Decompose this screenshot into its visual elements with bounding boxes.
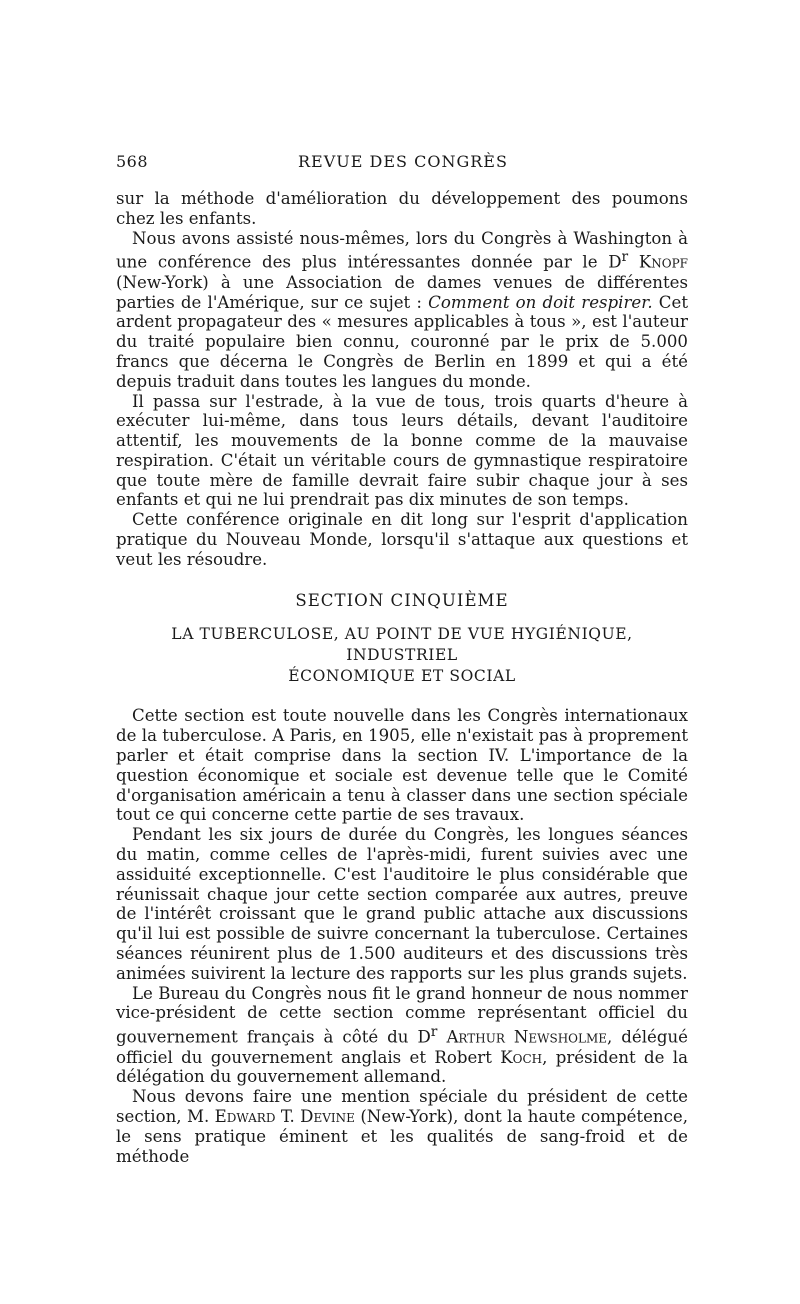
paragraph-2-text-c: Cet ardent propagateur des « mesures applicables à tous », est l'auteur du traité populaire bien connu, couronné par le prix de 5.000 francs que décerna le Congrès de Berlin en 1899 et qui a été depuis traduit dans toutes les langues du monde. (116, 292, 688, 391)
section-subtitle (116, 624, 688, 687)
paragraph-2-sup: r (621, 249, 629, 266)
paragraph-5 (116, 706, 688, 825)
paragraph-2-text-b: (New-York) à une Association de dames venues de différentes parties de l'Amérique, sur ce sujet : (116, 272, 688, 312)
paragraph-4 (116, 510, 688, 569)
paragraph-8-text-a: Nous devons faire une mention spéciale du président de cette section, M. (116, 1087, 688, 1126)
paragraph-2-text-a: Nous avons assisté nous-mêmes, lors du Congrès à Washington à une conférence des plus intéressantes donnée par le D (116, 228, 688, 272)
person-name-devine: Edward T. Devine (214, 1106, 355, 1126)
paragraph-7-text-a: Le Bureau du Congrès nous fit le grand honneur de nous nommer vice-président de cette section comme représentant officiel du gouvernement français à côté du D (116, 983, 688, 1047)
page-number: 568 (116, 152, 149, 171)
section-title: SECTION CINQUIÈME (295, 590, 509, 610)
paragraph-7-text-c: , président de la délégation du gouvernement allemand. (116, 1047, 688, 1087)
paragraph-8 (116, 1087, 688, 1166)
paragraph-7-text-b: , délégué officiel du gouvernement anglais et Robert (116, 1027, 689, 1067)
paragraph-6-text: Pendant les six jours de durée du Congrès, les longues séances du matin, comme celles de l'après-midi, furent suivies avec une assiduité exceptionnelle. C'est l'auditoire le plus considérable que réunissait chaque jour cette section comparée aux autres, preuve de l'intérêt croissant que le grand public attache aux discussions qu'il lui est possible de suivre concernant la tuberculose. Certaines séances réunirent plus de 1.500 auditeurs et des discussions très animées suivirent la lecture des rapports sur les plus grands sujets. (116, 825, 688, 983)
person-name-newsholme: Arthur Newsholme (446, 1027, 608, 1047)
section-subtitle-line-1: LA TUBERCULOSE, AU POINT DE VUE HYGIÉNIQUE, INDUSTRIEL (171, 625, 633, 665)
paragraph-1 (116, 189, 688, 229)
paragraph-5-text: Cette section est toute nouvelle dans les Congrès internationaux de la tuberculose. A Paris, en 1905, elle n'existait pas à proprement parler et était comprise dans la section IV. L'importance de la question économique et sociale est devenue telle que le Comité d'organisation américain a tenu à classer dans une section spéciale tout ce qui concerne cette partie de ses travaux. (116, 706, 688, 825)
paragraph-1-text: sur la méthode d'amélioration du développement des poumons chez les enfants. (116, 189, 688, 228)
paragraph-4-text: Cette conférence originale en dit long sur l'esprit d'application pratique du Nouveau Monde, lorsqu'il s'attaque aux questions et veut les résoudre. (116, 510, 688, 569)
person-name-koch: Koch (500, 1047, 543, 1067)
paragraph-2 (116, 229, 688, 392)
lecture-title: Comment on doit respirer. (428, 292, 653, 312)
section-subtitle-line-2: ÉCONOMIQUE ET SOCIAL (288, 667, 516, 686)
page-body (116, 189, 688, 1166)
paragraph-8-text-b: (New-York), dont la haute compétence, le sens pratique éminent et les qualités de sang-froid et de méthode (116, 1106, 688, 1166)
paragraph-7 (116, 984, 688, 1088)
person-name-knopf: Knopf (638, 252, 688, 272)
paragraph-3 (116, 392, 688, 511)
paragraph-3-text: Il passa sur l'estrade, à la vue de tous, trois quarts d'heure à exécuter lui-même, dans tous leurs détails, devant l'auditoire attentif, les mouvements de la bonne comme de la mauvaise respiration. C'était un véritable cours de gymnastique respiratoire que toute mère de famille devrait faire subir chaque jour à ses enfants et qui ne lui prendrait pas dix minutes de son temps. (116, 391, 688, 510)
running-head: REVUE DES CONGRÈS (298, 152, 508, 171)
paragraph-6 (116, 825, 688, 983)
paragraph-7-sup: r (430, 1024, 438, 1041)
